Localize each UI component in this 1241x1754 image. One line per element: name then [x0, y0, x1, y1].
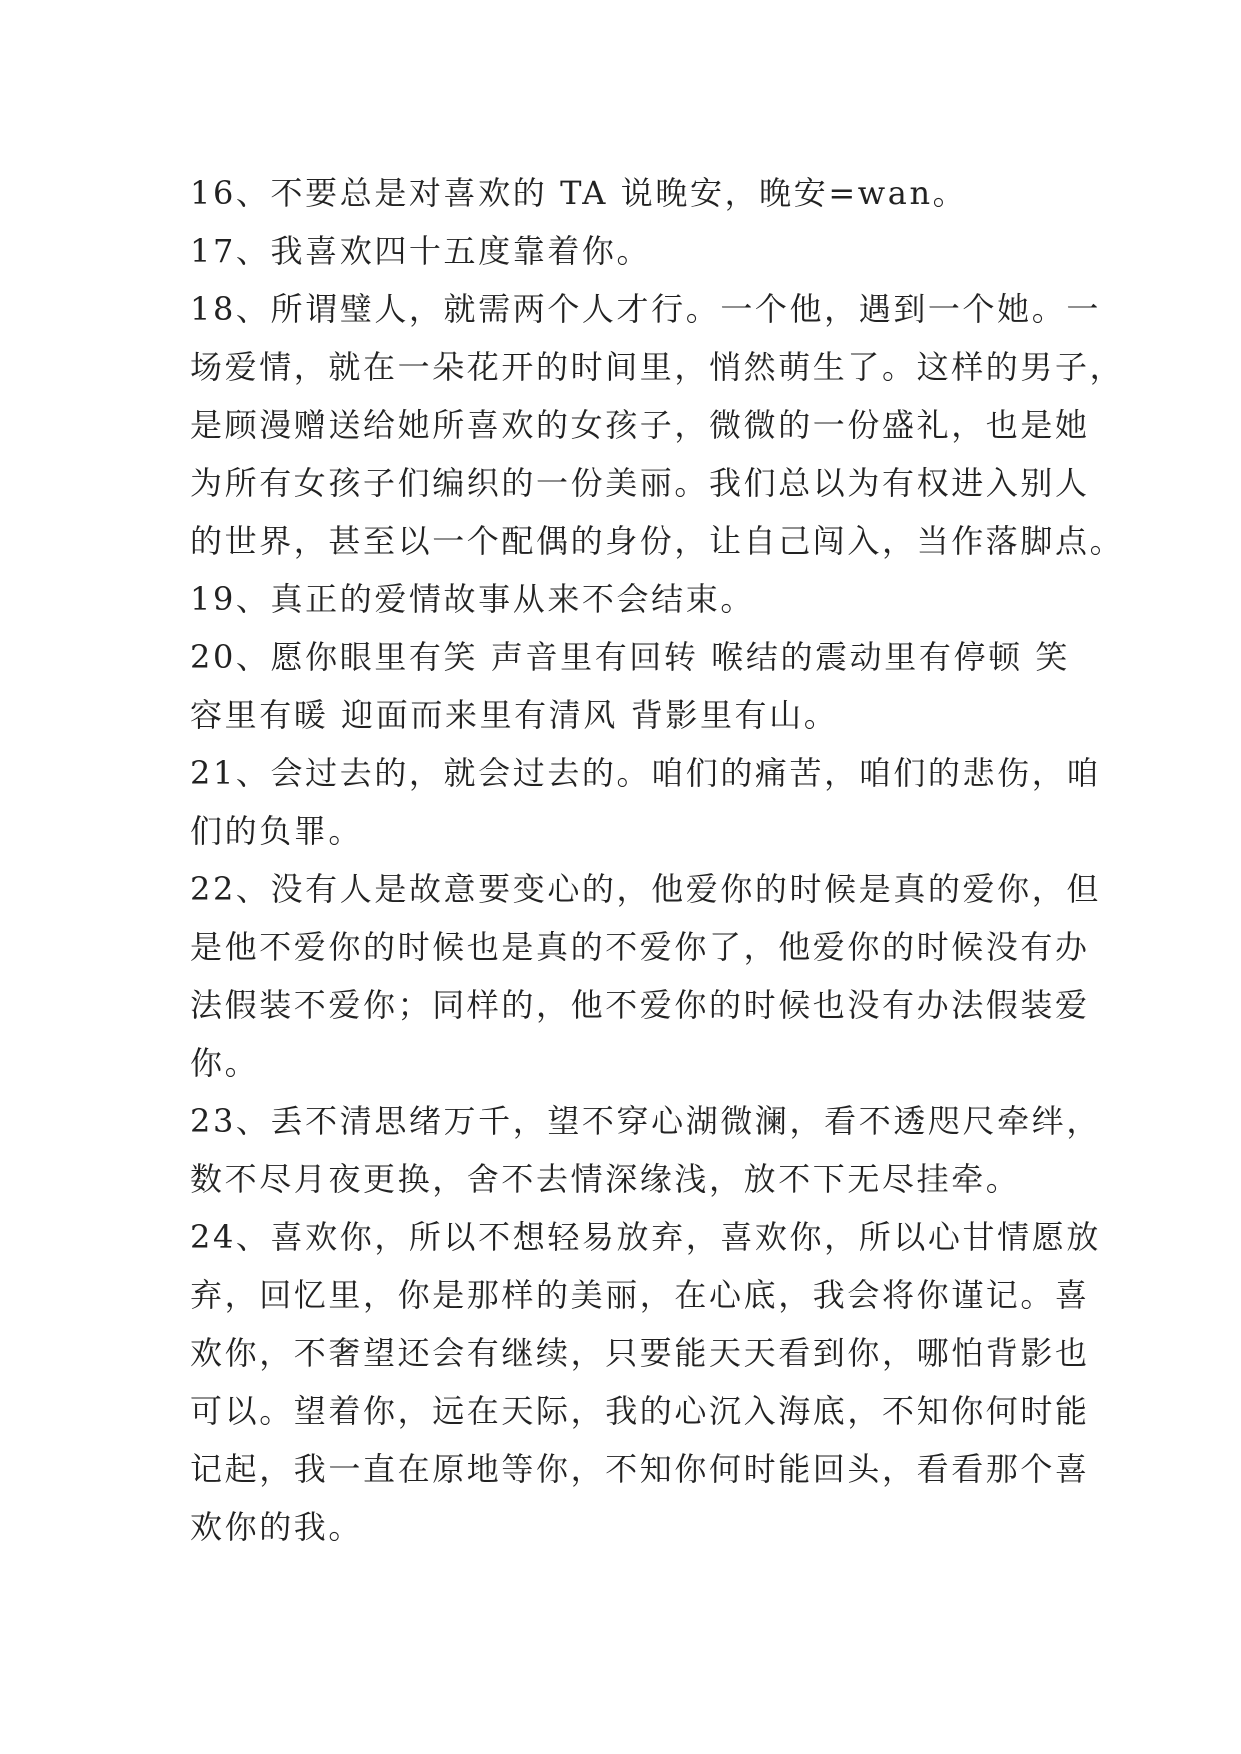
- text-line: 欢你的我。: [190, 1508, 364, 1546]
- text-line: 们的负罪。: [190, 812, 364, 850]
- text-line: 23、丢不清思绪万千，望不穿心湖微澜，看不透咫尺牵绊，: [190, 1102, 1101, 1140]
- text-line: 16、不要总是对喜欢的 TA 说晚安，晚安=wan。: [190, 174, 968, 212]
- text-line: 18、所谓璧人，就需两个人才行。一个他，遇到一个她。一: [190, 290, 1101, 328]
- text-line: 法假装不爱你；同样的，他不爱你的时候也没有办法假装爱: [190, 986, 1090, 1024]
- text-line: 可以。望着你，远在天际，我的心沉入海底，不知你何时能: [190, 1392, 1090, 1430]
- text-line: 21、会过去的，就会过去的。咱们的痛苦，咱们的悲伤，咱: [190, 754, 1101, 792]
- text-line: 容里有暖 迎面而来里有清风 背影里有山。: [190, 696, 839, 734]
- text-line: 你。: [190, 1044, 260, 1082]
- text-line: 欢你，不奢望还会有继续，只要能天天看到你，哪怕背影也: [190, 1334, 1090, 1372]
- text-line: 记起，我一直在原地等你，不知你何时能回头，看看那个喜: [190, 1450, 1090, 1488]
- text-line: 是他不爱你的时候也是真的不爱你了，他爱你的时候没有办: [190, 928, 1090, 966]
- text-line: 弃，回忆里，你是那样的美丽，在心底，我会将你谨记。喜: [190, 1276, 1090, 1314]
- text-line: 24、喜欢你，所以不想轻易放弃，喜欢你，所以心甘情愿放: [190, 1218, 1101, 1256]
- text-line: 场爱情，就在一朵花开的时间里，悄然萌生了。这样的男子，: [190, 348, 1125, 386]
- document-body: [190, 164, 1125, 1556]
- text-line: 17、我喜欢四十五度靠着你。: [190, 232, 652, 270]
- text-line: 为所有女孩子们编织的一份美丽。我们总以为有权进入别人: [190, 464, 1090, 502]
- text-line: 是顾漫赠送给她所喜欢的女孩子，微微的一份盛礼，也是她: [190, 406, 1090, 444]
- text-line: 19、真正的爱情故事从来不会结束。: [190, 580, 755, 618]
- text-line: 数不尽月夜更换，舍不去情深缘浅，放不下无尽挂牵。: [190, 1160, 1021, 1198]
- text-line: 22、没有人是故意要变心的，他爱你的时候是真的爱你，但: [190, 870, 1101, 908]
- text-line: 20、愿你眼里有笑 声音里有回转 喉结的震动里有停顿 笑: [190, 638, 1071, 676]
- text-line: 的世界，甚至以一个配偶的身份，让自己闯入，当作落脚点。: [190, 522, 1125, 560]
